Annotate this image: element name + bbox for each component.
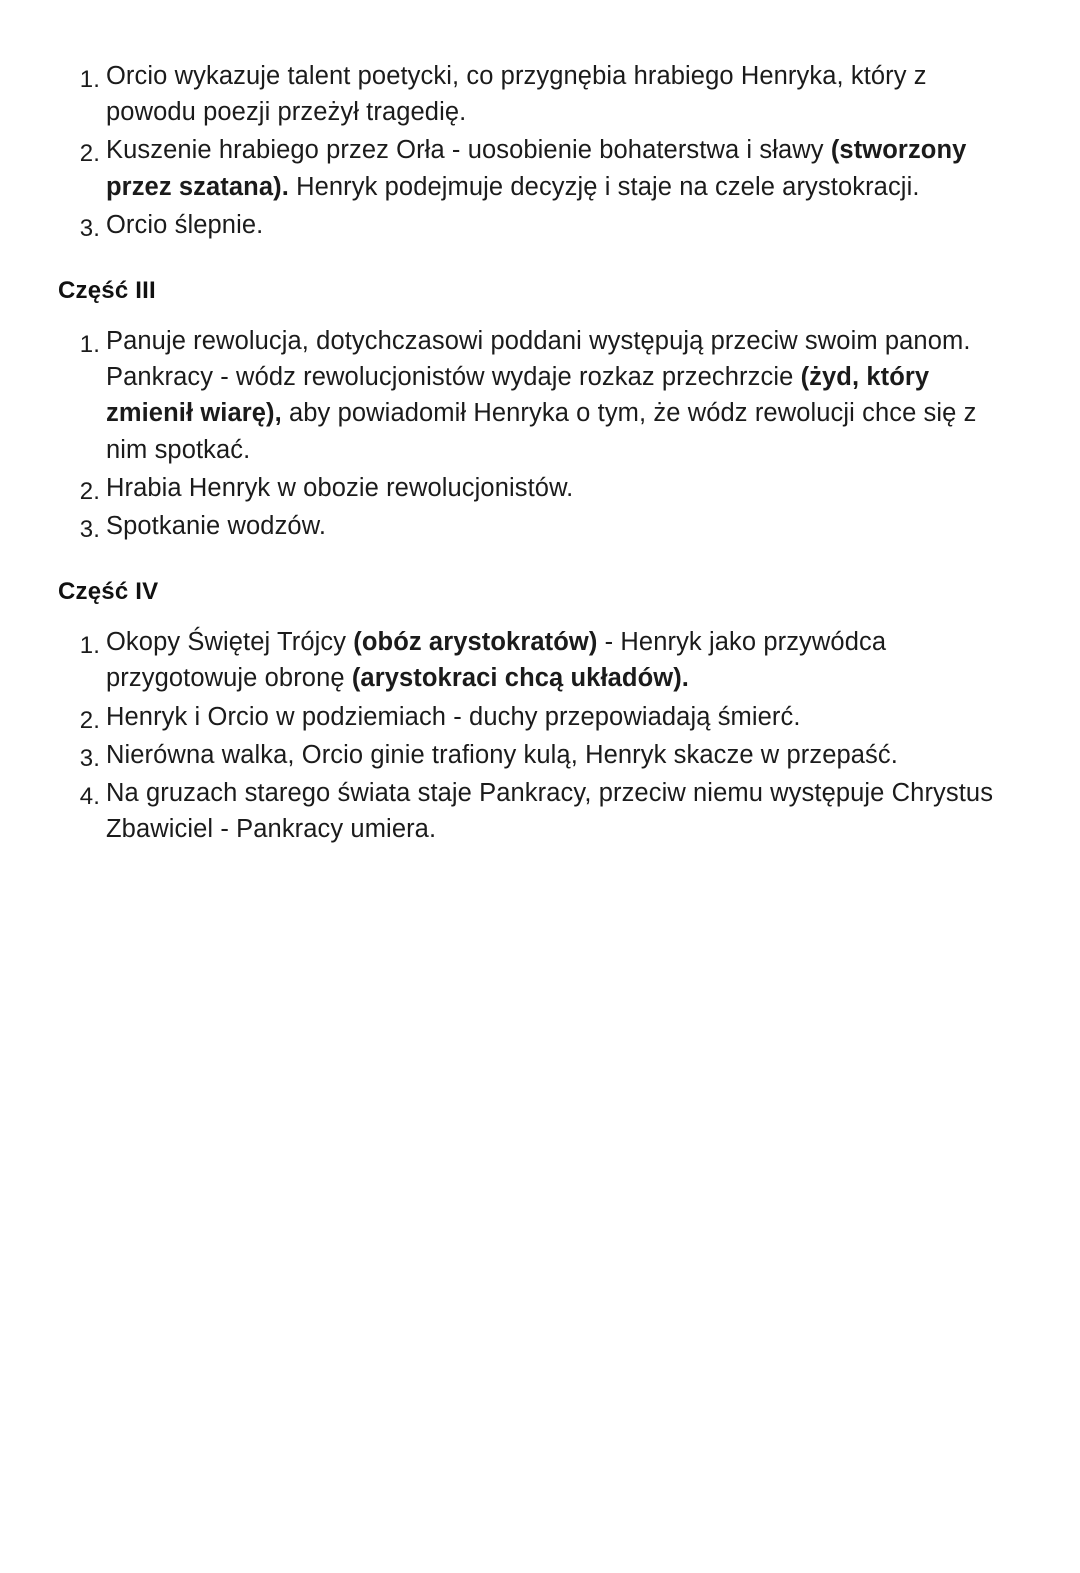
list-item-marker: 1. xyxy=(79,66,100,93)
plain-text: Spotkanie wodzów. xyxy=(106,512,327,541)
list-item-marker: 1. xyxy=(79,632,100,660)
plain-text: Nierówna walka, Orcio ginie trafiony kulą, Henryk skacze w przepaść. xyxy=(106,740,898,769)
emphasis-text: (arystokraci chcą układów). xyxy=(351,664,689,693)
list-item xyxy=(58,132,1018,204)
list-item-text xyxy=(106,474,573,502)
plain-text: Panuje rewolucja, dotychczasowi poddani występują przeciw swoim panom. Pankracy - wódz rewolucjonistów wydaje rozkaz przechrzcie xyxy=(106,327,971,392)
list-item-marker: 2. xyxy=(79,477,100,505)
list-item xyxy=(58,624,1018,696)
list-item xyxy=(58,207,1018,243)
plain-text: Henryk podejmuje decyzję i staje na czele arystokracji. xyxy=(288,172,920,201)
list-item-text xyxy=(106,211,263,239)
list-item xyxy=(58,58,1018,130)
list-item-marker: 4. xyxy=(79,783,100,811)
list-part-four xyxy=(58,624,1018,847)
list-item xyxy=(58,323,1018,468)
plain-text: Orcio wykazuje talent poetycki, co przygnębia hrabiego Henryka, który z powodu poezji przeżył tragedię. xyxy=(106,62,927,127)
list-part-three xyxy=(58,323,1018,544)
list-item-marker: 1. xyxy=(79,331,100,359)
list-item-text xyxy=(106,703,801,731)
list-item-text xyxy=(106,779,993,843)
list-item xyxy=(58,470,1018,506)
plain-text: Okopy Świętej Trójcy xyxy=(106,628,354,657)
document-body xyxy=(58,58,1018,847)
plain-text: aby powiadomił Henryka o tym, że wódz rewolucji chce się z nim spotkać. xyxy=(106,399,977,464)
list-item-marker: 3. xyxy=(79,214,100,242)
list-item-text xyxy=(106,512,326,540)
list-item xyxy=(58,737,1018,773)
plain-text: - Henryk jako przywódca przygotowuje obronę xyxy=(106,628,887,693)
list-item-text xyxy=(106,327,977,464)
list-item-marker: 3. xyxy=(79,744,100,772)
plain-text: Na gruzach starego świata staje Pankracy, przeciw niemu występuje Chrystus Zbawiciel - Pankracy umiera. xyxy=(106,779,994,844)
list-item-text xyxy=(106,741,898,769)
plain-text: Hrabia Henryk w obozie rewolucjonistów. xyxy=(106,473,574,502)
list-item-marker: 3. xyxy=(79,516,100,544)
list-item-text xyxy=(106,628,886,692)
plain-text: Kuszenie hrabiego przez Orła - uosobienie bohaterstwa i sławy xyxy=(106,136,831,165)
list-part-two-continued xyxy=(58,58,1018,243)
plain-text: Orcio ślepnie. xyxy=(106,210,264,239)
list-item-text xyxy=(106,62,927,126)
emphasis-text: (stworzony przez szatana). xyxy=(106,136,967,201)
list-item-text xyxy=(106,136,966,200)
plain-text: Henryk i Orcio w podziemiach - duchy przepowiadają śmierć. xyxy=(106,702,801,731)
heading-czesc-iv: Część IV xyxy=(58,578,159,606)
emphasis-text: (żyd, który zmienił wiarę), xyxy=(106,363,930,428)
list-item xyxy=(58,699,1018,735)
list-item-marker: 2. xyxy=(79,140,100,168)
heading-czesc-iii: Część III xyxy=(58,277,156,305)
list-item-marker: 2. xyxy=(79,706,100,734)
list-item xyxy=(58,508,1018,544)
list-item xyxy=(58,775,1018,847)
emphasis-text: (obóz arystokratów) xyxy=(353,628,598,657)
